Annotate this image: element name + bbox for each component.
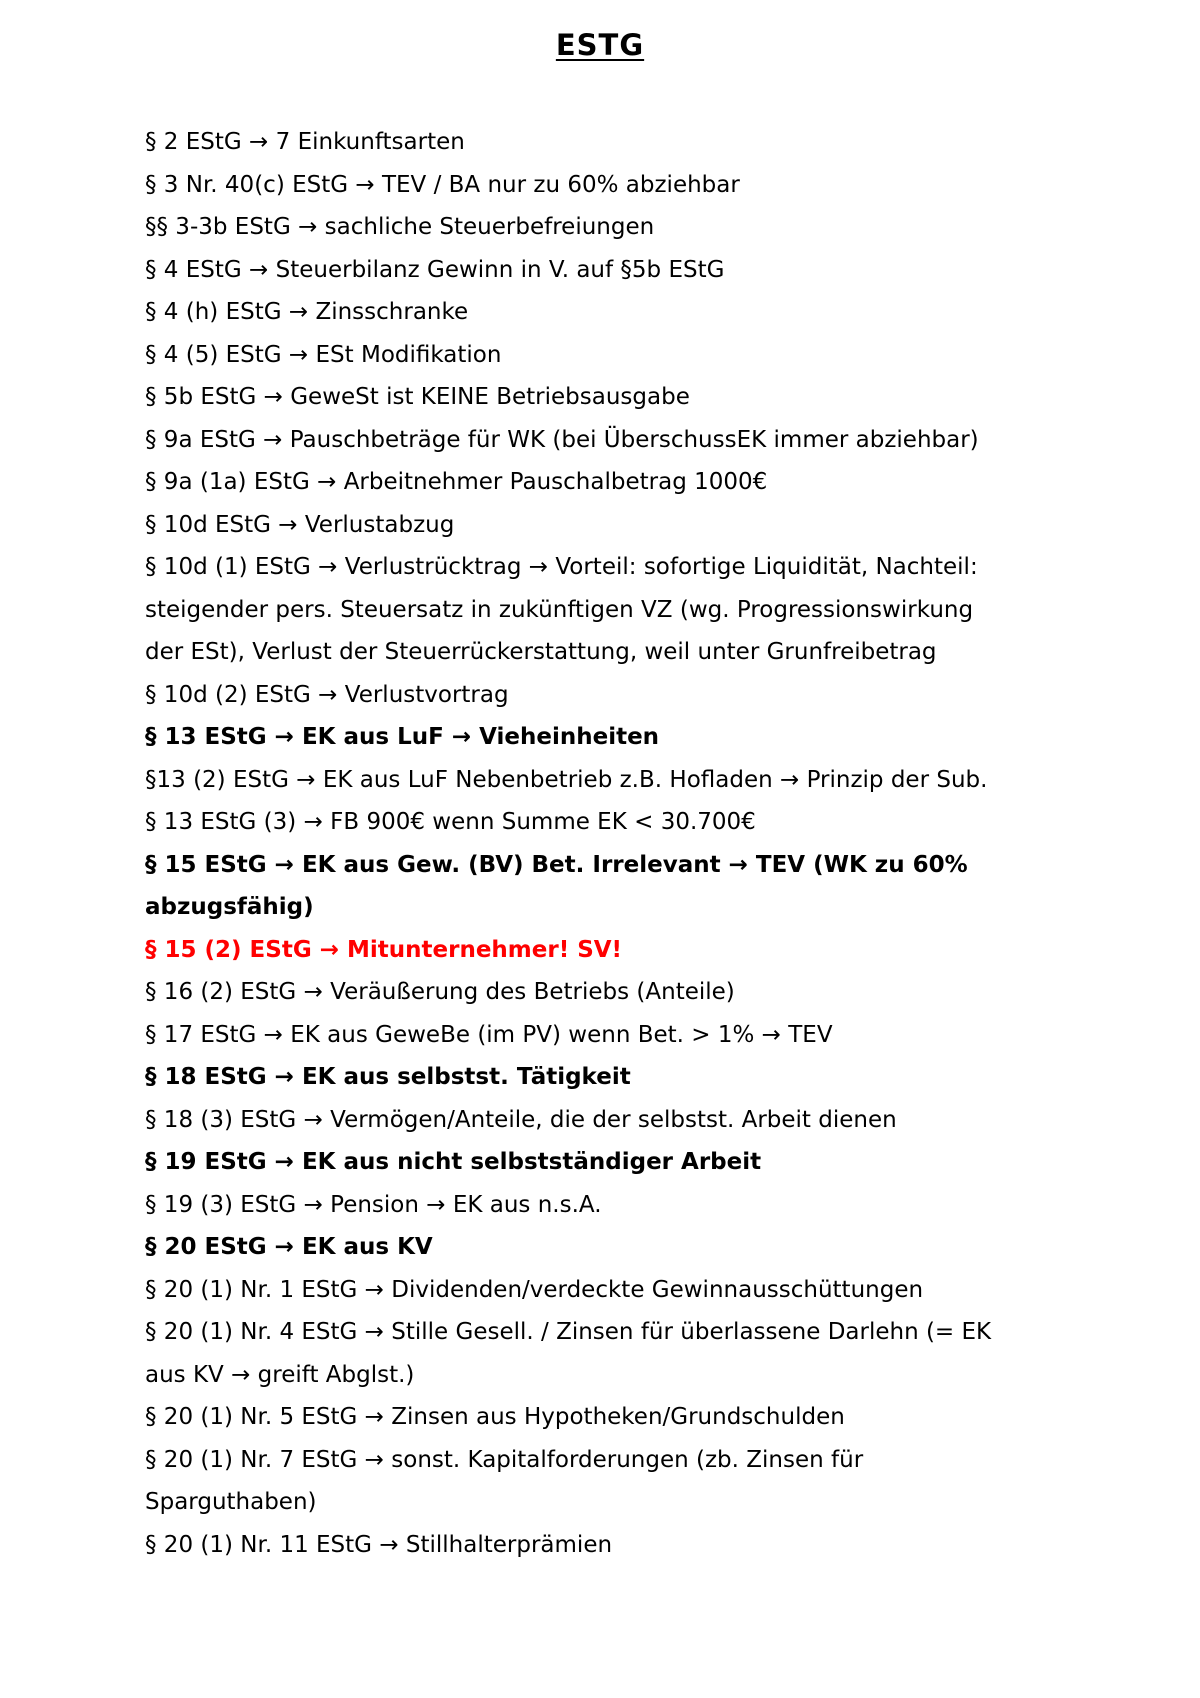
- text-line: §§ 3-3b EStG → sachliche Steuerbefreiungen: [145, 214, 655, 240]
- text-line: Sparguthaben): [145, 1489, 317, 1515]
- text-line: § 5b EStG → GeweSt ist KEINE Betriebsausgabe: [145, 384, 690, 410]
- text-line: § 20 (1) Nr. 7 EStG → sonst. Kapitalforderungen (zb. Zinsen für: [145, 1446, 864, 1473]
- document-title: ESTG: [555, 28, 645, 62]
- text-line: § 20 (1) Nr. 1 EStG → Dividenden/verdeckte Gewinnausschüttungen: [145, 1276, 924, 1303]
- text-line: § 4 (h) EStG → Zinsschranke: [145, 299, 469, 325]
- text-line: § 20 EStG → EK aus KV: [145, 1234, 433, 1260]
- text-line: § 13 EStG → EK aus LuF → Vieheinheiten: [145, 724, 660, 750]
- text-line: § 10d (2) EStG → Verlustvortrag: [145, 681, 509, 708]
- text-line: § 18 (3) EStG → Vermögen/Anteile, die der selbstst. Arbeit dienen: [145, 1106, 897, 1133]
- text-line: § 20 (1) Nr. 11 EStG → Stillhalterprämien: [145, 1531, 613, 1558]
- text-line: § 20 (1) Nr. 4 EStG → Stille Gesell. / Zinsen für überlassene Darlehn (= EK: [145, 1319, 992, 1345]
- text-line: steigender pers. Steuersatz in zukünftigen VZ (wg. Progressionswirkung: [145, 596, 974, 623]
- text-line: abzugsfähig): [145, 894, 314, 920]
- text-line: § 3 Nr. 40(c) EStG → TEV / BA nur zu 60% abziehbar: [145, 171, 740, 198]
- paragraph-list: [145, 121, 1075, 1566]
- text-line: § 17 EStG → EK aus GeweBe (im PV) wenn Bet. > 1% → TEV: [145, 1021, 833, 1048]
- text-line: der ESt), Verlust der Steuerrückerstattung, weil unter Grunfreibetrag: [145, 639, 937, 665]
- text-line: §13 (2) EStG → EK aus LuF Nebenbetrieb z.B. Hofladen → Prinzip der Sub.: [145, 766, 988, 793]
- text-line: § 9a (1a) EStG → Arbeitnehmer Pauschalbetrag 1000€: [145, 469, 768, 495]
- text-line: § 16 (2) EStG → Veräußerung des Betriebs (Anteile): [145, 979, 735, 1005]
- text-line: aus KV → greift Abglst.): [145, 1361, 415, 1388]
- text-line: § 2 EStG → 7 Einkunftsarten: [145, 129, 465, 155]
- text-line: § 19 EStG → EK aus nicht selbstständiger Arbeit: [145, 1149, 762, 1175]
- text-line: § 10d (1) EStG → Verlustrücktrag → Vorteil: sofortige Liquidität, Nachteil:: [145, 554, 978, 580]
- text-line: § 4 EStG → Steuerbilanz Gewinn in V. auf §5b EStG: [145, 256, 725, 283]
- text-line: § 15 EStG → EK aus Gew. (BV) Bet. Irrelevant → TEV (WK zu 60%: [145, 851, 968, 878]
- text-line: § 10d EStG → Verlustabzug: [145, 511, 455, 538]
- text-line: § 20 (1) Nr. 5 EStG → Zinsen aus Hypotheken/Grundschulden: [145, 1404, 845, 1430]
- text-line: § 15 (2) EStG → Mitunternehmer! SV!: [145, 936, 623, 963]
- text-line: § 9a EStG → Pauschbeträge für WK (bei ÜberschussEK immer abziehbar): [145, 426, 979, 453]
- text-line: § 19 (3) EStG → Pension → EK aus n.s.A.: [145, 1191, 602, 1218]
- text-line: § 4 (5) EStG → ESt Modifikation: [145, 341, 502, 368]
- text-line: § 13 EStG (3) → FB 900€ wenn Summe EK < 30.700€: [145, 809, 756, 835]
- text-line: § 18 EStG → EK aus selbstst. Tätigkeit: [145, 1064, 631, 1090]
